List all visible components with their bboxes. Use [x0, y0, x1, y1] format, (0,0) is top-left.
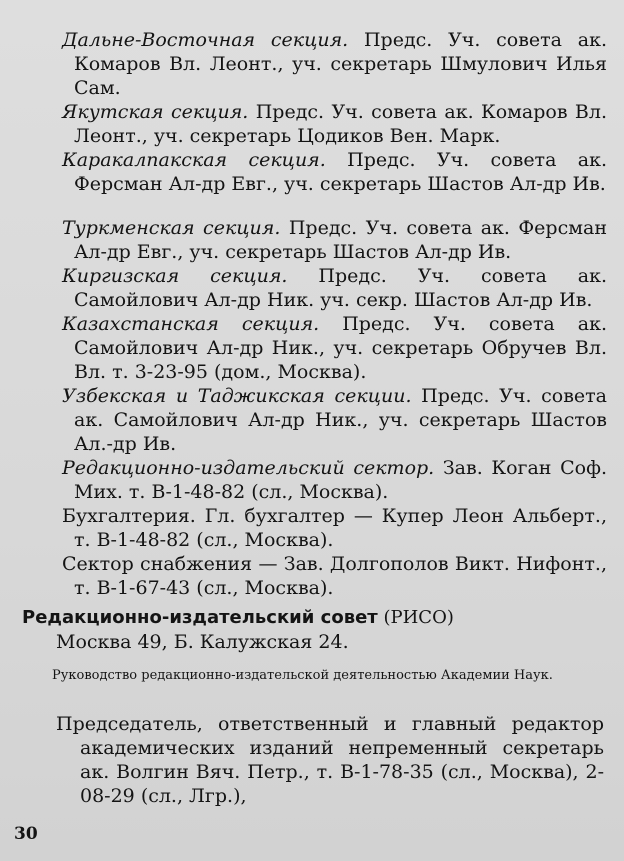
- section-name: Каракалпакская секция.: [62, 149, 326, 171]
- section-details: Предс. Уч. совета ак. Самойлович Ал-др Ник., уч. секретарь Обручев Вл. Вл. т. 3-23-95 (дом., Москва).: [74, 313, 607, 383]
- section-details: Предс. Уч. совета ак. Самойлович Ал-др Ник. уч. секр. Шастов Ал-др Ив.: [74, 265, 607, 311]
- entry-kyrgyz-section: [62, 264, 607, 312]
- entry-far-east-section: [62, 28, 607, 100]
- entry-accounting: [62, 504, 607, 552]
- entry-editorial-sector: [62, 456, 607, 504]
- section-name: Редакционно-издательский сектор.: [62, 457, 435, 479]
- section-name: Казахстанская секция.: [62, 313, 320, 335]
- page-number: 30: [14, 824, 38, 844]
- entry-turkmen-section: [62, 216, 607, 264]
- section-name: Туркменская секция.: [62, 217, 281, 239]
- entry-uzbek-tajik-section: [62, 384, 607, 456]
- riso-heading: [22, 606, 612, 630]
- section-details: Сектор снабжения — Зав. Долгополов Викт. Нифонт., т. В-1-67-43 (сл., Москва).: [62, 553, 607, 599]
- entry-yakut-section: [62, 100, 607, 148]
- section-details: Зав. Коган Соф. Мих. т. В-1-48-82 (сл., Москва).: [74, 457, 607, 503]
- section-details: Предс. Уч. совета ак. Ферсман Ал-др Евг., уч. секретарь Шастов Ал-др Ив.: [74, 149, 607, 195]
- heading-title: Редакционно-издательский совет: [22, 607, 378, 628]
- section-name: Дальне-Восточная секция.: [62, 29, 349, 51]
- heading-abbreviation: (РИСО): [377, 607, 454, 628]
- section-details: Бухгалтерия. Гл. бухгалтер — Купер Леон Альберт., т. В-1-48-82 (сл., Москва).: [62, 505, 607, 551]
- section-details: Предс. Уч. совета ак. Комаров Вл. Леонт., уч. секретарь Цодиков Вен. Марк.: [74, 101, 607, 147]
- section-name: Узбекская и Таджикская секции.: [62, 385, 412, 407]
- entry-supply-sector: [62, 552, 607, 600]
- section-details: Предс. Уч. совета ак. Комаров Вл. Леонт., уч. секретарь Шмулович Илья Сам.: [74, 29, 607, 99]
- section-name: Киргизская секция.: [62, 265, 288, 287]
- entry-kazakh-section: [62, 312, 607, 384]
- section-details: Предс. Уч. совета ак. Самойлович Ал-др Ник., уч. секретарь Шастов Ал.-др Ив.: [74, 385, 608, 455]
- entry-karakalpak-section: [62, 148, 607, 196]
- riso-address: Москва 49, Б. Калужская 24.: [56, 631, 349, 653]
- riso-description-note: Руководство редакционно-издательской деятельностью Академии Наук.: [52, 668, 553, 683]
- chairman-text: Председатель, ответственный и главный редактор академических изданий непременный секретарь ак. Волгин Вяч. Петр., т. В-1-78-35 (сл., Москва), 2-08-29 (сл., Лгр.),: [56, 713, 604, 807]
- section-name: Якутская секция.: [62, 101, 249, 123]
- section-details: Предс. Уч. совета ак. Ферсман Ал-др Евг., уч. секретарь Шастов Ал-др Ив.: [74, 217, 608, 263]
- chairman-entry: [56, 712, 604, 808]
